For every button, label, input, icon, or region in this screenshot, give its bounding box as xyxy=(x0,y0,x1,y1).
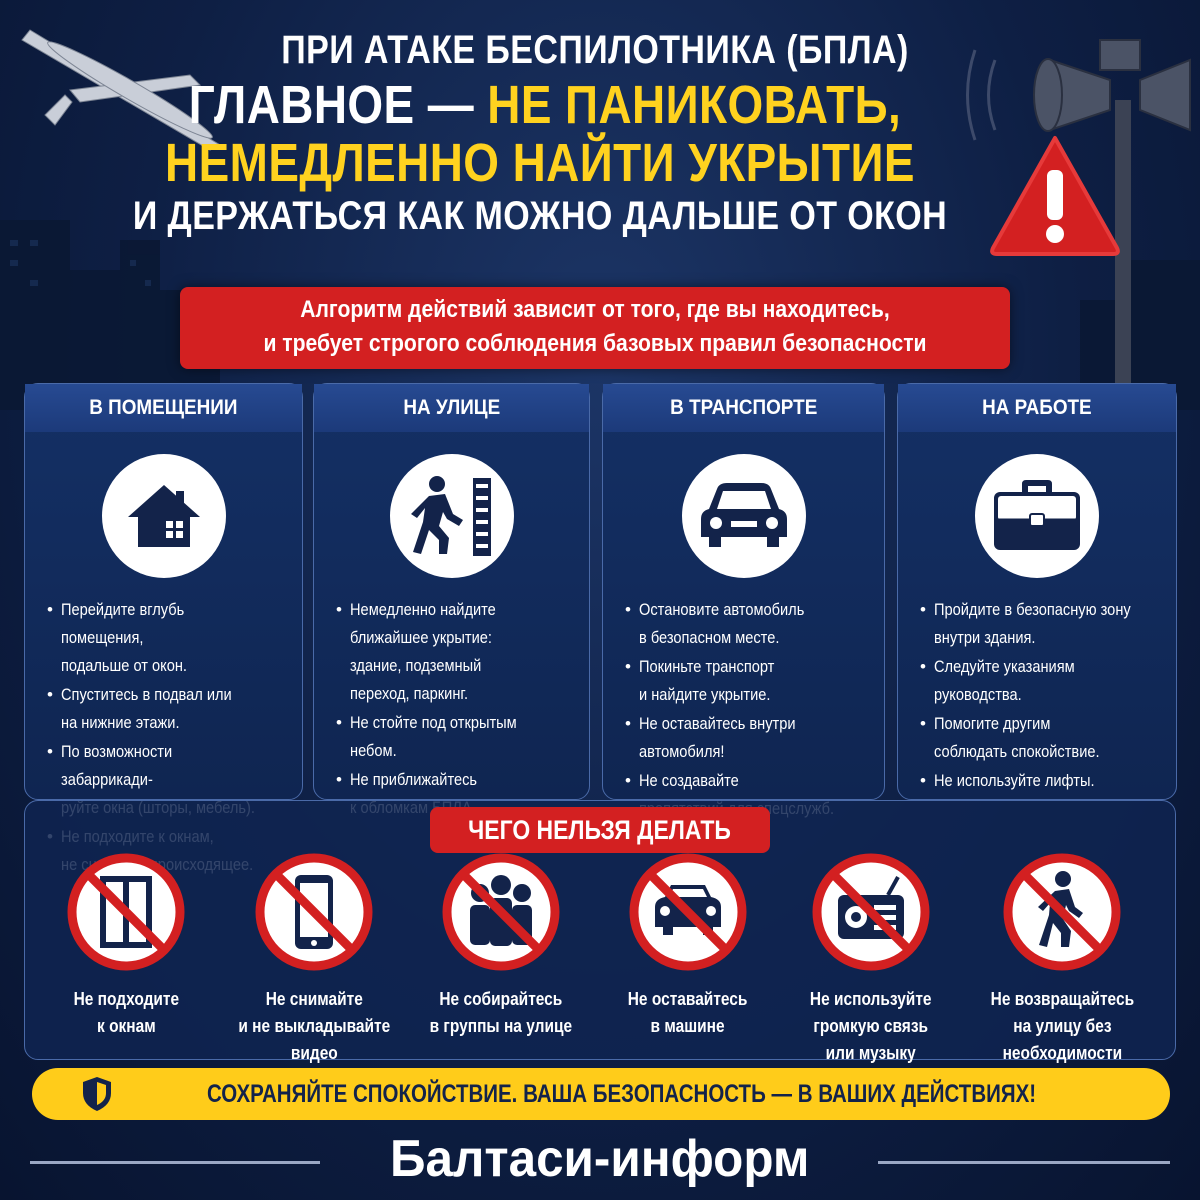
no-car-icon xyxy=(629,853,747,971)
banner-line-1: Алгоритм действий зависит от того, где вы находитесь, xyxy=(300,296,890,323)
prohibition-item xyxy=(219,853,409,1067)
no-group-icon xyxy=(442,853,560,971)
list-item: • Покиньте транспорт и найдите укрытие. xyxy=(625,653,878,709)
title-line-2-yellow: НЕ ПАНИКОВАТЬ, xyxy=(487,75,902,135)
prohibition-label: Не снимайте и не выкладывайте видео xyxy=(238,989,390,1063)
prohibition-item xyxy=(406,853,596,1040)
briefcase-icon xyxy=(975,454,1099,578)
list-item: • По возможности забаррикади- xyxy=(47,738,296,822)
list-item: • Не используйте лифты. xyxy=(920,767,1170,795)
list-item: • Не приближайтесь xyxy=(336,766,583,822)
banner-line-2: и требует строгого соблюдения базовых правил безопасности xyxy=(263,330,927,357)
no-phone-icon xyxy=(255,853,373,971)
safety-bar xyxy=(32,1068,1170,1120)
prohibition-label: Не возвращайтесь на улицу без необходимости xyxy=(990,989,1134,1063)
prohibition-label: Не используйте громкую связь или музыку xyxy=(810,989,932,1063)
card-street xyxy=(313,383,590,800)
brand-logo-text: Балтаси-информ xyxy=(390,1130,810,1188)
page-title xyxy=(0,30,1200,236)
prohibition-label: Не подходите к окнам xyxy=(73,989,179,1036)
prohibition-item xyxy=(31,853,221,1040)
car-icon xyxy=(682,454,806,578)
walking-person-icon xyxy=(390,454,514,578)
prohibition-label: Не оставайтесь в машине xyxy=(628,989,748,1036)
card-title: НА УЛИЦЕ xyxy=(403,396,500,419)
list-item: • Следуйте указаниям руководства. xyxy=(920,653,1170,709)
list-item: • Помогите другим соблюдать спокойствие. xyxy=(920,710,1170,766)
card-title: НА РАБОТЕ xyxy=(982,396,1092,419)
list-item: • Не стойте под открытым небом. xyxy=(336,709,583,765)
house-icon xyxy=(102,454,226,578)
card-work xyxy=(897,383,1177,800)
title-line-3: НЕМЕДЛЕННО НАЙТИ УКРЫТИЕ xyxy=(165,133,915,193)
title-line-1: ПРИ АТАКЕ БЕСПИЛОТНИКА (БПЛА) xyxy=(281,28,909,72)
title-line-4: И ДЕРЖАТЬСЯ КАК МОЖНО ДАЛЬШЕ ОТ ОКОН xyxy=(132,194,948,238)
no-walking-icon xyxy=(1003,853,1121,971)
dont-title: ЧЕГО НЕЛЬЗЯ ДЕЛАТЬ xyxy=(430,807,770,853)
list-item: • Перейдите вглубь помещения, подальше от окон. xyxy=(47,596,296,680)
list-item: • Не оставайтесь внутри автомобиля! xyxy=(625,710,878,766)
list-item: • Пройдите в безопасную зону внутри здания. xyxy=(920,596,1170,652)
footer xyxy=(0,1125,1200,1195)
prohibition-item xyxy=(967,853,1157,1067)
safety-text: СОХРАНЯЙТЕ СПОКОЙСТВИЕ. ВАША БЕЗОПАСНОСТЬ — В ВАШИХ ДЕЙСТВИЯХ! xyxy=(207,1079,1037,1108)
prohibition-item xyxy=(593,853,783,1040)
card-title: В ПОМЕЩЕНИИ xyxy=(89,396,238,419)
card-transport xyxy=(602,383,885,800)
no-radio-icon xyxy=(812,853,930,971)
list-item: • Не создавайте xyxy=(625,767,878,823)
prohibition-item xyxy=(776,853,966,1067)
title-line-2-white: ГЛАВНОЕ — xyxy=(188,75,488,135)
list-item: • Спуститесь в подвал или на нижние этажи. xyxy=(47,681,296,737)
no-window-icon xyxy=(67,853,185,971)
title-line-2 xyxy=(0,75,1102,135)
list-item: • Немедленно найдите ближайшее укрытие: здание, подземный переход, паркинг. xyxy=(336,596,583,708)
info-banner xyxy=(180,287,1010,369)
list-item: • Остановите автомобиль в безопасном месте. xyxy=(625,596,878,652)
prohibition-label: Не собирайтесь в группы на улице xyxy=(429,989,573,1036)
card-indoors xyxy=(24,383,303,800)
card-title: В ТРАНСПОРТЕ xyxy=(669,396,818,419)
shield-icon xyxy=(80,1075,114,1113)
